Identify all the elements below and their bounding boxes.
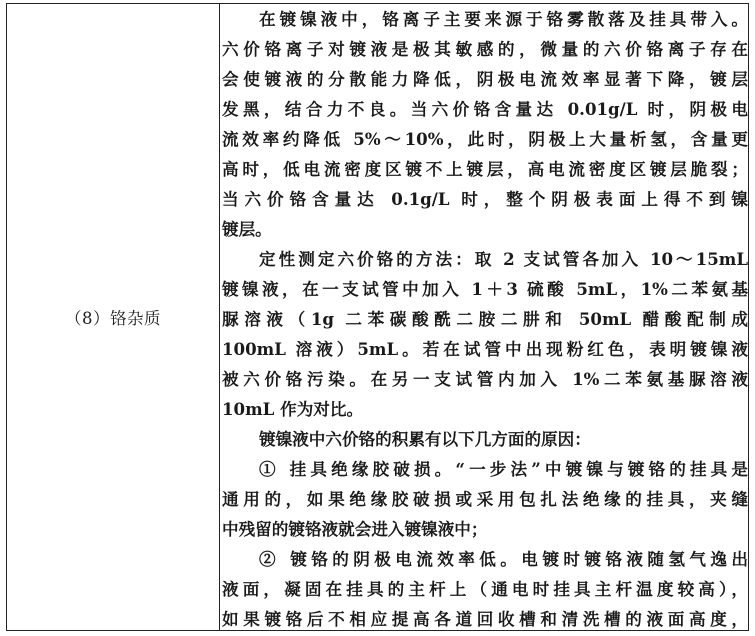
table: [6, 3, 749, 631]
text-line: 如果镀铬后不相应提高各道回收槽和清洗槽的液面高度，: [222, 609, 748, 629]
text-line: 100mL 溶液）5mL。若在试管中出现粉红色，表明镀镍液: [222, 339, 748, 359]
text-line: 当六价铬含量达 0.1g/L 时，整个阴极表面上得不到镍: [222, 189, 748, 209]
text-line: 被六价铬污染。在另一支试管内加入 1%二苯氨基脲溶液: [222, 369, 748, 389]
text-line: 中残留的镀铬液就会进入镀镍液中；: [222, 519, 488, 539]
text-line: 镀镍液，在一支试管中加入 1＋3 硫酸 5mL，1%二苯氨基: [222, 279, 748, 299]
column-divider: [219, 4, 220, 630]
text-line: 流效率约降低 5%～10%，此时，阴极上大量析氢，含量更: [222, 129, 748, 149]
text-line: 定性测定六价铬的方法：取 2 支试管各加入 10～15mL: [259, 249, 748, 269]
section-label: （8）铬杂质: [65, 309, 161, 328]
text-line: ② 镀铬的阴极电流效率低。电镀时镀铬液随氢气逸出: [259, 549, 748, 569]
text-line: 液面，凝固在挂具的主杆上（通电时挂具主杆温度较高），: [222, 579, 748, 599]
text-line: 通用的，如果绝缘胶破损或采用包扎法绝缘的挂具，夹缝: [222, 489, 748, 509]
text-line: 高时，低电流密度区镀不上镀层，高电流密度区镀层脆裂；: [222, 159, 748, 179]
text-line: 在镀镍液中，铬离子主要来源于铬雾散落及挂具带入。: [259, 9, 748, 29]
text-line: 脲溶液（1g 二苯碳酸酰二胺二肼和 50mL 醋酸配制成: [222, 309, 748, 329]
text-line: 10mL 作为对比。: [222, 399, 364, 419]
text-line: 会使镀液的分散能力降低，阴极电流效率显著下降，镀层: [222, 69, 748, 89]
text-line: 六价铬离子对镀液是极其敏感的，微量的六价铬离子存在: [222, 39, 748, 59]
text-line: ① 挂具绝缘胶破损。“一步法”中镀镍与镀铬的挂具是: [259, 459, 748, 479]
text-line: 镀镍液中六价铬的积累有以下几方面的原因：: [259, 429, 591, 449]
text-line: 发黑，结合力不良。当六价铬含量达 0.01g/L 时，阴极电: [222, 99, 748, 119]
text-line: 镀层。: [222, 219, 272, 239]
